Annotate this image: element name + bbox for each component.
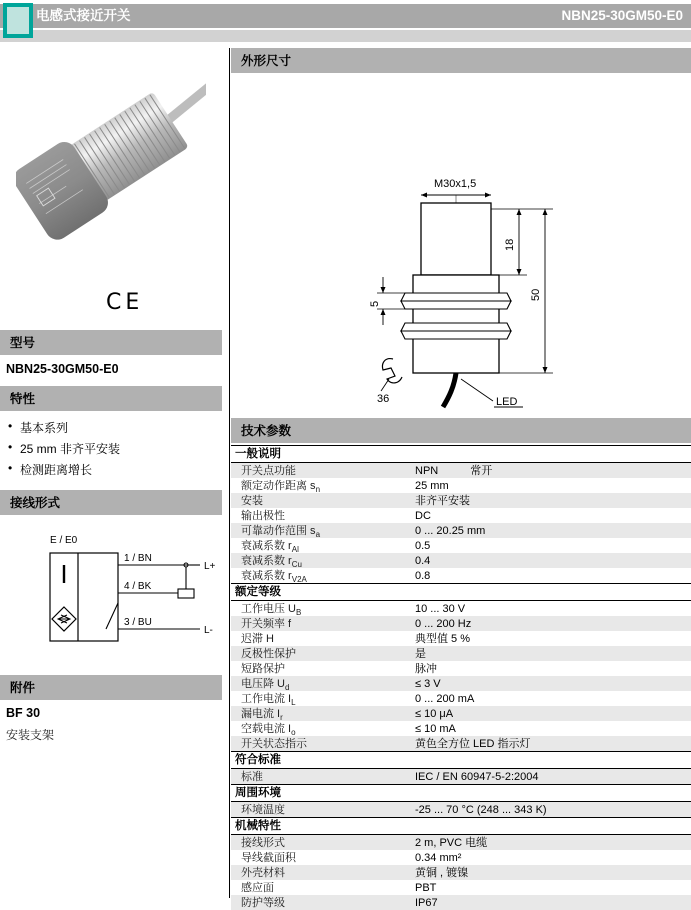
tech-row <box>231 646 691 661</box>
tech-row-value: 黄色全方位 LED 指示灯 <box>415 737 531 750</box>
dim-head-label: 18 <box>504 238 516 251</box>
tech-row-label: 开关状态指示 <box>241 737 307 750</box>
ce-mark: CE <box>106 290 144 315</box>
tech-row-label: 感应面 <box>241 881 274 894</box>
brand-logo-icon <box>3 3 33 38</box>
tech-row-value: 2 m, PVC 电缆 <box>415 836 488 849</box>
tech-row <box>231 880 691 895</box>
product-photo-image <box>16 60 206 270</box>
tech-row <box>231 493 691 508</box>
tech-row-label: 标准 <box>241 770 263 783</box>
switch-symbol <box>106 603 118 629</box>
tech-row-value: IEC / EN 60947-5-2:2004 <box>415 770 539 783</box>
wiring-variant-label: E / E0 <box>50 535 78 546</box>
model-number-value: NBN25-30GM50-E0 <box>6 362 119 376</box>
wrench-size-label: 36 <box>377 393 390 405</box>
tech-row <box>231 721 691 736</box>
features-list <box>0 417 222 480</box>
wire3-label: 3 / BU <box>124 617 152 628</box>
product-photo <box>0 48 222 282</box>
dimension-drawing-image <box>331 173 591 413</box>
wire1-label: 1 / BN <box>124 553 152 564</box>
tech-row-label: 接线形式 <box>241 836 285 849</box>
header-subband <box>0 30 691 42</box>
tech-row-label: 外壳材料 <box>241 866 285 879</box>
tech-row <box>231 895 691 910</box>
tech-row <box>231 553 691 568</box>
accessory-description: 安装支架 <box>6 728 55 742</box>
feature-item: • 25 mm 非齐平安装 <box>6 438 222 459</box>
tech-row-value: 0 ... 20.25 mm <box>415 524 486 537</box>
tech-row-value: ≤ 10 mA <box>415 722 456 735</box>
feature-item: • 检测距离增长 <box>6 459 222 480</box>
tech-row-value: 是 <box>415 647 426 660</box>
tech-group-header: 机械特性 <box>231 817 691 835</box>
dim-nut-label: 5 <box>369 300 381 307</box>
tech-row-label: 开关点功能 <box>241 464 296 477</box>
tech-row-value: ≤ 3 V <box>415 677 441 690</box>
tech-row-label: 衰减系数 $r_{Cu}$ <box>241 554 302 569</box>
tech-row-label: 开关频率 f <box>241 617 292 630</box>
tech-row-value: 0.34 mm² <box>415 851 462 864</box>
tech-row <box>231 850 691 865</box>
sensor-symbol-icon <box>52 607 76 631</box>
terminal-plus-label: L+ <box>204 561 216 572</box>
tech-group-header: 符合标准 <box>231 751 691 769</box>
tech-row-label: 衰减系数 $r_{V2A}$ <box>241 569 307 584</box>
tech-row-value: 10 ... 30 V <box>415 602 466 615</box>
tech-row-label: 防护等级 <box>241 896 285 909</box>
tech-row-value: 非齐平安装 <box>415 494 470 507</box>
section-bar-accessories: 附件 <box>0 675 222 700</box>
left-column <box>0 48 222 743</box>
tech-row-value: 黄铜 , 镀镍 <box>415 866 469 879</box>
tech-row <box>231 568 691 583</box>
section-bar-tech: 技术参数 <box>231 418 691 443</box>
tech-row <box>231 835 691 850</box>
tech-row-value: 25 mm <box>415 479 449 492</box>
tech-row-value: 0.5 <box>415 539 431 552</box>
tech-row <box>231 676 691 691</box>
tech-row-value: PBT <box>415 881 437 894</box>
tech-row <box>231 736 691 751</box>
accessory-name: BF 30 <box>6 706 41 720</box>
tech-row-value: IP67 <box>415 896 438 909</box>
terminal-minus-label: L- <box>204 625 213 636</box>
tech-row <box>231 463 691 478</box>
tech-row-label: 输出极性 <box>241 509 285 522</box>
tech-row-value: 0.8 <box>415 569 431 582</box>
tech-row <box>231 706 691 721</box>
section-bar-model: 型号 <box>0 330 222 355</box>
tech-row-label: 衰减系数 $r_{Al}$ <box>241 539 299 554</box>
tech-row <box>231 769 691 784</box>
tech-row <box>231 691 691 706</box>
led-label: LED <box>496 396 518 408</box>
tech-row-value: ≤ 10 μA <box>415 707 454 720</box>
tech-row-label: 反极性保护 <box>241 647 296 660</box>
section-bar-dimensions: 外形尺寸 <box>231 48 691 73</box>
tech-row-label: 导线截面积 <box>241 851 296 864</box>
tech-row-label: 漏电流 $I_r$ <box>241 707 283 722</box>
tech-row-label: 工作电压 $U_B$ <box>241 602 302 617</box>
tech-row-value: NPN 常开 <box>415 464 493 477</box>
tech-row-value2: 常开 <box>470 464 493 477</box>
tech-row-label: 可靠动作范围 $s_a$ <box>241 524 321 539</box>
feature-item: • 基本系列 <box>6 417 222 438</box>
section-bar-connection: 接线形式 <box>0 490 222 515</box>
section-bar-features: 特性 <box>0 386 222 411</box>
page-title: 电感式接近开关 <box>36 8 131 23</box>
tech-row-label: 迟滞 H <box>241 632 274 645</box>
dim-total-label: 50 <box>530 288 542 301</box>
tech-row <box>231 538 691 553</box>
tech-row <box>231 508 691 523</box>
dimension-drawing <box>231 73 691 418</box>
tech-row-value: DC <box>415 509 431 522</box>
tech-row-label: 环境温度 <box>241 803 285 816</box>
wiring-diagram-image <box>28 529 218 659</box>
tech-row <box>231 661 691 676</box>
tech-group-header: 周围环境 <box>231 784 691 802</box>
tech-row-label: 安装 <box>241 494 263 507</box>
thread-label: M30x1,5 <box>434 178 477 190</box>
tech-row-value: -25 ... 70 °C (248 ... 343 K) <box>415 803 547 816</box>
tech-group-header: 一般说明 <box>231 445 691 463</box>
wrench-icon <box>381 359 402 391</box>
tech-group-header: 额定等级 <box>231 583 691 601</box>
sensor-cable <box>165 85 206 120</box>
tech-row-value: 0 ... 200 mA <box>415 692 475 705</box>
tech-row-value: 0.4 <box>415 554 431 567</box>
header-model-number: NBN25-30GM50-E0 <box>561 8 683 23</box>
tech-row <box>231 478 691 493</box>
tech-row-label: 电压降 $U_d$ <box>241 677 290 692</box>
right-column <box>231 48 691 910</box>
tech-row <box>231 802 691 817</box>
wire2-label: 4 / BK <box>124 581 152 592</box>
tech-row-value: 典型值 5 % <box>415 632 471 645</box>
tech-row <box>231 631 691 646</box>
load-symbol <box>178 589 194 598</box>
tech-row-value: 0 ... 200 Hz <box>415 617 472 630</box>
tech-row <box>231 523 691 538</box>
column-divider <box>229 48 230 898</box>
tech-row <box>231 601 691 616</box>
tech-row-label: 短路保护 <box>241 662 285 675</box>
tech-row <box>231 865 691 880</box>
cable-drawing <box>443 373 456 407</box>
wiring-diagram <box>0 515 222 675</box>
tech-row-label: 工作电流 $I_L$ <box>241 692 296 707</box>
tech-table <box>231 445 691 910</box>
tech-row-label: 空载电流 $I_o$ <box>241 722 296 737</box>
tech-row <box>231 616 691 631</box>
tech-row-value: 脉冲 <box>415 662 437 675</box>
page-header <box>0 4 691 28</box>
tech-row-label: 额定动作距离 $s_n$ <box>241 479 321 494</box>
